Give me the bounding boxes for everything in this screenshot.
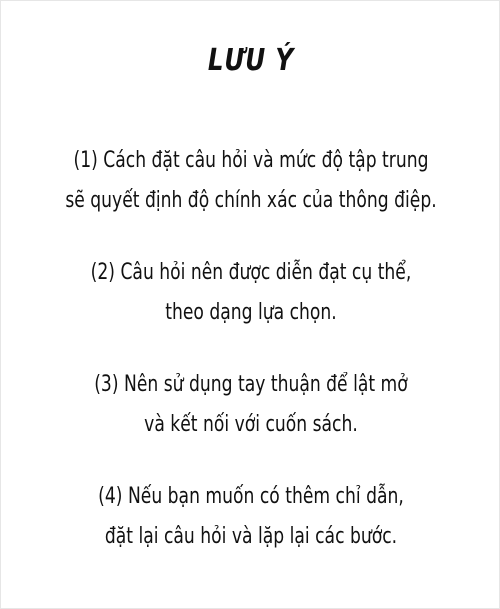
page-title: LƯU Ý <box>207 43 295 78</box>
note-3-line-2: và kết nối với cuốn sách. <box>144 412 358 437</box>
note-item-1 <box>1 141 500 221</box>
note-2-line-1: (2) Câu hỏi nên được diễn đạt cụ thể, <box>90 260 412 285</box>
note-4-line-2: đặt lại câu hỏi và lặp lại các bước. <box>104 524 398 549</box>
note-4-line-1: (4) Nếu bạn muốn có thêm chỉ dẫn, <box>98 484 404 509</box>
note-1-line-1: (1) Cách đặt câu hỏi và mức độ tập trung <box>73 148 429 173</box>
note-item-4 <box>1 477 500 557</box>
note-item-2 <box>1 253 500 333</box>
note-item-3 <box>1 365 500 445</box>
note-2-line-2: theo dạng lựa chọn. <box>165 300 337 325</box>
note-1-line-2: sẽ quyết định độ chính xác của thông điệp. <box>65 188 437 213</box>
note-3-line-1: (3) Nên sử dụng tay thuận để lật mở <box>94 372 408 397</box>
